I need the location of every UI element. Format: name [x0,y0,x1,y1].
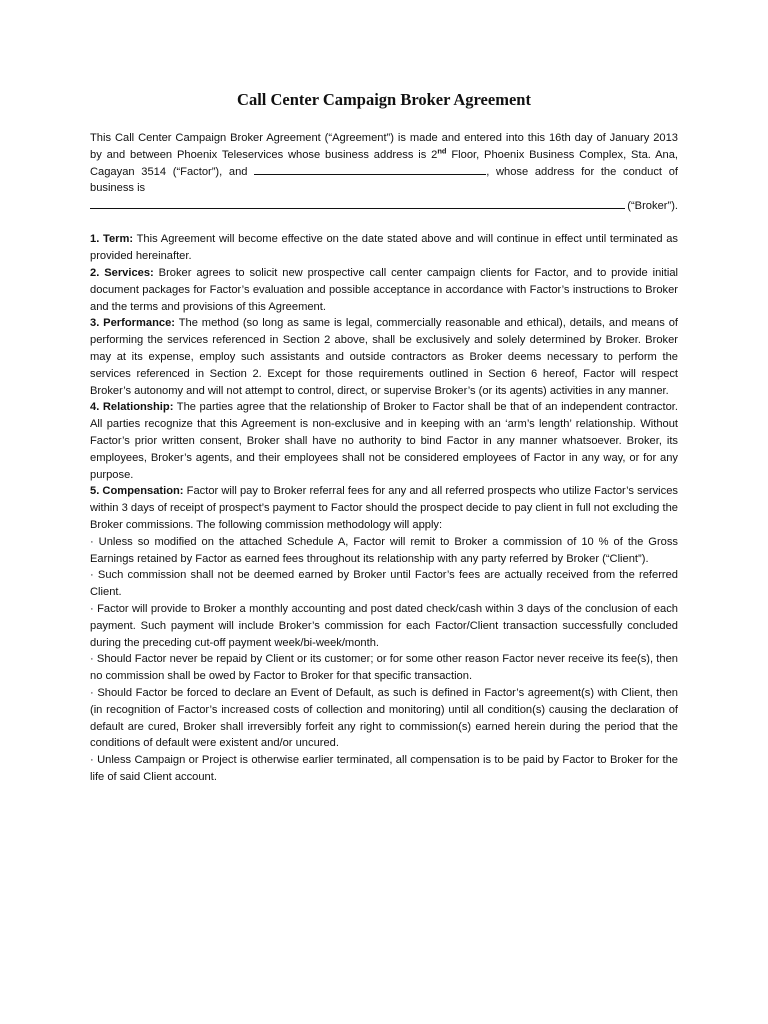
section-compensation-heading: 5. Compensation: [90,485,184,498]
section-term-text: This Agreement will become effective on the date stated above and will continue in effect until terminated as provided hereinafter. [90,233,678,263]
intro-text-part2: Floor, Phoenix Business Complex, Sta. Ana, Cagayan 3514 (“Factor”), and [90,148,678,178]
intro-ordinal-suffix: nd [437,146,447,156]
section-compensation [90,483,678,533]
section-relationship-heading: 4. Relationship: [90,401,174,414]
compensation-bullet-1: · Unless so modified on the attached Schedule A, Factor will remit to Broker a commission of 10 % of the Gross Earnings retained by Factor as earned fees throughout its relationship with any party referred by Broker (“Client”). [90,535,678,565]
section-services-heading: 2. Services: [90,267,154,280]
broker-address-line [90,197,678,215]
section-relationship [90,399,678,483]
document-title: Call Center Campaign Broker Agreement [237,90,531,109]
broker-address-blank [90,197,625,209]
intro-paragraph [90,130,678,215]
document-body [90,130,678,786]
compensation-bullet-3: · Factor will provide to Broker a monthly accounting and post dated check/cash within 3 days of the conclusion of each payment. Such payment will include Broker’s commission for each Factor/Client transaction successfully concluded during the preceding cut-off payment week/bi-week/month. [90,603,678,649]
compensation-bullet-2: · Such commission shall not be deemed earned by Broker until Factor’s fees are actually received from the referred Client. [90,569,678,599]
section-term [90,231,678,265]
intro-text-part1: This Call Center Campaign Broker Agreement (“Agreement”) is made and entered into this 16th day of January 2013 by and between Phoenix Teleservices whose business address is 2 [90,132,678,161]
compensation-bullet-6: · Unless Campaign or Project is otherwise earlier terminated, all compensation is to be paid by Factor to Broker for the life of said Client account. [90,754,678,783]
section-term-heading: 1. Term: [90,233,134,246]
section-relationship-text: The parties agree that the relationship of Broker to Factor shall be that of an independent contractor. All parties recognize that this Agreement is non-exclusive and in keeping with an ‘arm’s length’ relationship. Without Factor’s prior written consent, Broker shall have no authority to bind Factor in any manner whatsoever. Broker, its employees, Broker’s agents, and their employees shall not be considered employees of Factor in any way, or for any purpose. [90,401,678,481]
compensation-bullet-5: · Should Factor be forced to declare an Event of Default, as such is defined in Factor’s agreement(s) with Client, then (in recognition of Factor’s increased costs of collection and monitoring) until all condition(s) causing the declaration of default are cured, Broker shall irreversibly forfeit any right to commission(s) earned herein during the period that the conditions of default were existent and/or uncured. [90,687,678,750]
factor-party-blank [254,164,486,175]
section-compensation-text: Factor will pay to Broker referral fees for any and all referred prospects who utilize Factor’s services within 3 days of receipt of prospect’s payment to Factor should the prospect decide to pay client in full not excluding the Broker commissions. The following commission methodology will apply: [90,485,678,532]
compensation-bullet-4: · Should Factor never be repaid by Client or its customer; or for some other reason Factor never receive its fee(s), then no commission shall be owed by Factor to Broker for that specific transaction. [90,653,678,683]
section-services-text: Broker agrees to solicit new prospective call center campaign clients for Factor, and to provide initial document packages for Factor’s evaluation and possible acceptance in accordance with Factor’s instructions to Broker and the terms and provisions of this Agreement. [90,267,678,313]
section-performance [90,315,678,399]
intro-text-part3: , whose address for the conduct of business is [90,165,678,195]
section-performance-text: The method (so long as same is legal, commercially reasonable and ethical), details, and means of performing the services referenced in Section 2 above, shall be exclusively and solely determined by Broker. Broker may at its expense, employ such assistants and outside contractors as Broker deems necessary to perform the services referenced in Section 2. Except for those requirements outlined in Section 6 hereof, Factor will respect Broker’s autonomy and will not attempt to control, direct, or supervise Broker’s (or its agents) activities in any manner. [90,317,678,397]
section-services [90,265,678,315]
section-performance-heading: 3. Performance: [90,317,176,330]
broker-label: (“Broker”). [627,200,678,213]
